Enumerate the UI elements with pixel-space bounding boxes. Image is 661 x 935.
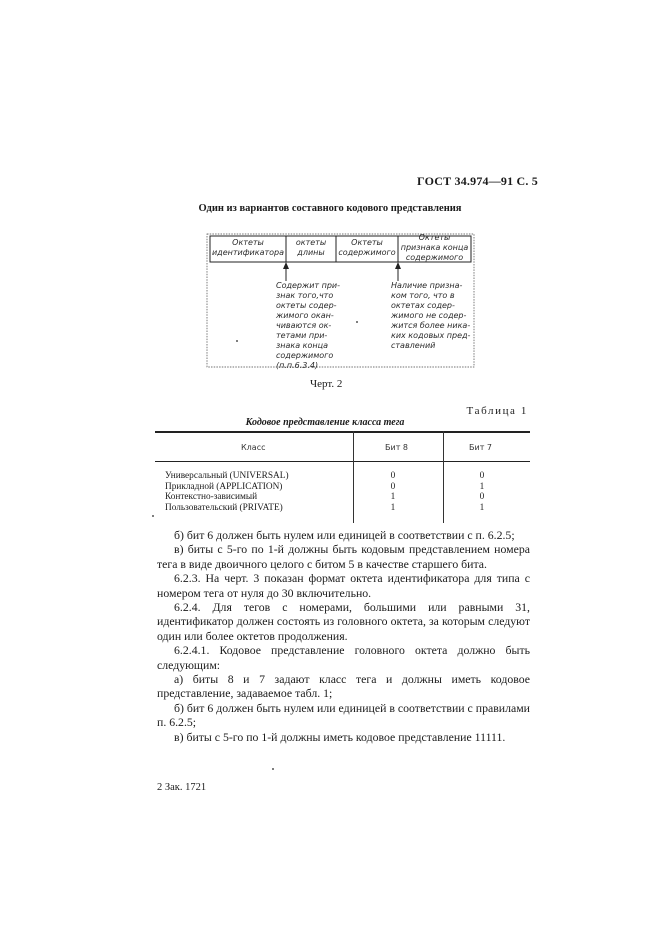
speck (152, 515, 154, 517)
figure-label: Черт. 2 (310, 378, 343, 390)
table-row-class: Контекстно-зависимый (165, 492, 258, 502)
note-right-line: ком того, что в (391, 291, 455, 300)
speck (356, 321, 358, 323)
table-row-bit7: 0 (479, 492, 485, 502)
table-label: Таблица 1 (466, 405, 528, 417)
table-row-class: Пользовательский (PRIVATE) (165, 502, 283, 513)
speck (272, 768, 274, 770)
table-row-bit8: 0 (390, 471, 396, 481)
table-row-bit8: 1 (390, 502, 396, 513)
table-row-bit7: 1 (479, 481, 485, 492)
note-right-line: ких кодовых пред- (391, 331, 471, 340)
table-title: Кодовое представление класса тега (245, 417, 405, 428)
note-right-line: октетах содер- (391, 301, 455, 310)
cell-content-octets: Октеты содержимого (338, 238, 396, 257)
paragraph: б) бит 6 должен быть нулем или единицей в соответствии с правилами п. 6.2.5; (157, 700, 530, 730)
table-col-divider-1 (353, 431, 354, 523)
arrow-right-head (395, 262, 401, 269)
table-row-bit7: 1 (479, 502, 485, 513)
paragraph: в) биты с 5-го по 1-й должны быть кодовым представлением номера тега в виде двоичного целого с битом 5 в качестве старшего бита. (157, 542, 530, 571)
cell-end-of-content-octets: Октеты признака конца содержимого (400, 233, 469, 262)
table-row-bit7: 0 (479, 471, 485, 481)
note-left-line: знака конца (276, 341, 328, 350)
speck (236, 340, 238, 342)
note-right-line: ставлений (391, 341, 436, 350)
page-header: ГОСТ 34.974—91 С. 5 (417, 174, 538, 188)
note-left-line: тетами при- (276, 331, 328, 340)
table-header-bit7: Бит 7 (469, 443, 492, 452)
table-header-bit8: Бит 8 (385, 443, 408, 452)
table-header-class: Класс (241, 443, 266, 452)
paragraph: а) биты 8 и 7 задают класс тега и должны иметь кодовое представление, задаваемое табл. 1; (157, 672, 530, 701)
cell-length-octets: октеты длины (295, 238, 327, 257)
table-col-divider-2 (443, 431, 444, 523)
table-row-bit8: 0 (390, 481, 396, 492)
table-header-rule (155, 461, 530, 462)
note-left-line: содержимого (276, 351, 334, 360)
composite-encoding-diagram (206, 233, 475, 368)
note-right-line: Наличие призна- (391, 281, 463, 290)
note-left-line: Содержит при- (276, 281, 341, 290)
tag-class-table (155, 431, 530, 523)
figure-caption: Один из вариантов составного кодового представления (198, 203, 462, 214)
paragraph: 6.2.4.1. Кодовое представление головного октета должно быть следующим: (157, 643, 530, 672)
paragraph: б) бит 6 должен быть нулем или единицей в соответствии с п. 6.2.5; (174, 528, 515, 542)
note-left-line: знак того,что (276, 291, 334, 300)
table-row-class: Прикладной (APPLICATION) (165, 481, 283, 492)
note-left-line: чиваются ок- (276, 321, 332, 330)
paragraph: 6.2.3. На черт. 3 показан формат октета идентификатора для типа с номером тега от нуля до 30 включительно. (157, 571, 530, 600)
note-right-line: жится более ника- (391, 321, 471, 330)
note-left (276, 281, 356, 371)
arrow-left-head (283, 262, 289, 269)
table-row-bit8: 1 (390, 492, 396, 502)
table-row-class: Универсальный (UNIVERSAL) (165, 471, 289, 481)
note-left-line: октеты содер- (276, 301, 337, 310)
note-right-line: жимого не содер- (391, 311, 467, 320)
print-order-footer: 2 Зак. 1721 (157, 782, 207, 793)
cell-identifier-octets: Октеты идентификатора (211, 238, 285, 257)
paragraph: в) биты с 5-го по 1-й должны иметь кодовое представление 11111. (174, 729, 506, 744)
note-left-line: жимого окан- (276, 311, 334, 320)
note-left-line: (п.п.6.3.4) (276, 361, 319, 370)
table-top-rule (155, 431, 530, 433)
body-text (157, 528, 530, 744)
paragraph: 6.2.4. Для тегов с номерами, большими или равными 31, идентификатор должен состоять из головного октета, за которым следуют один или более октетов продолжения. (157, 600, 530, 643)
note-right (391, 281, 475, 351)
